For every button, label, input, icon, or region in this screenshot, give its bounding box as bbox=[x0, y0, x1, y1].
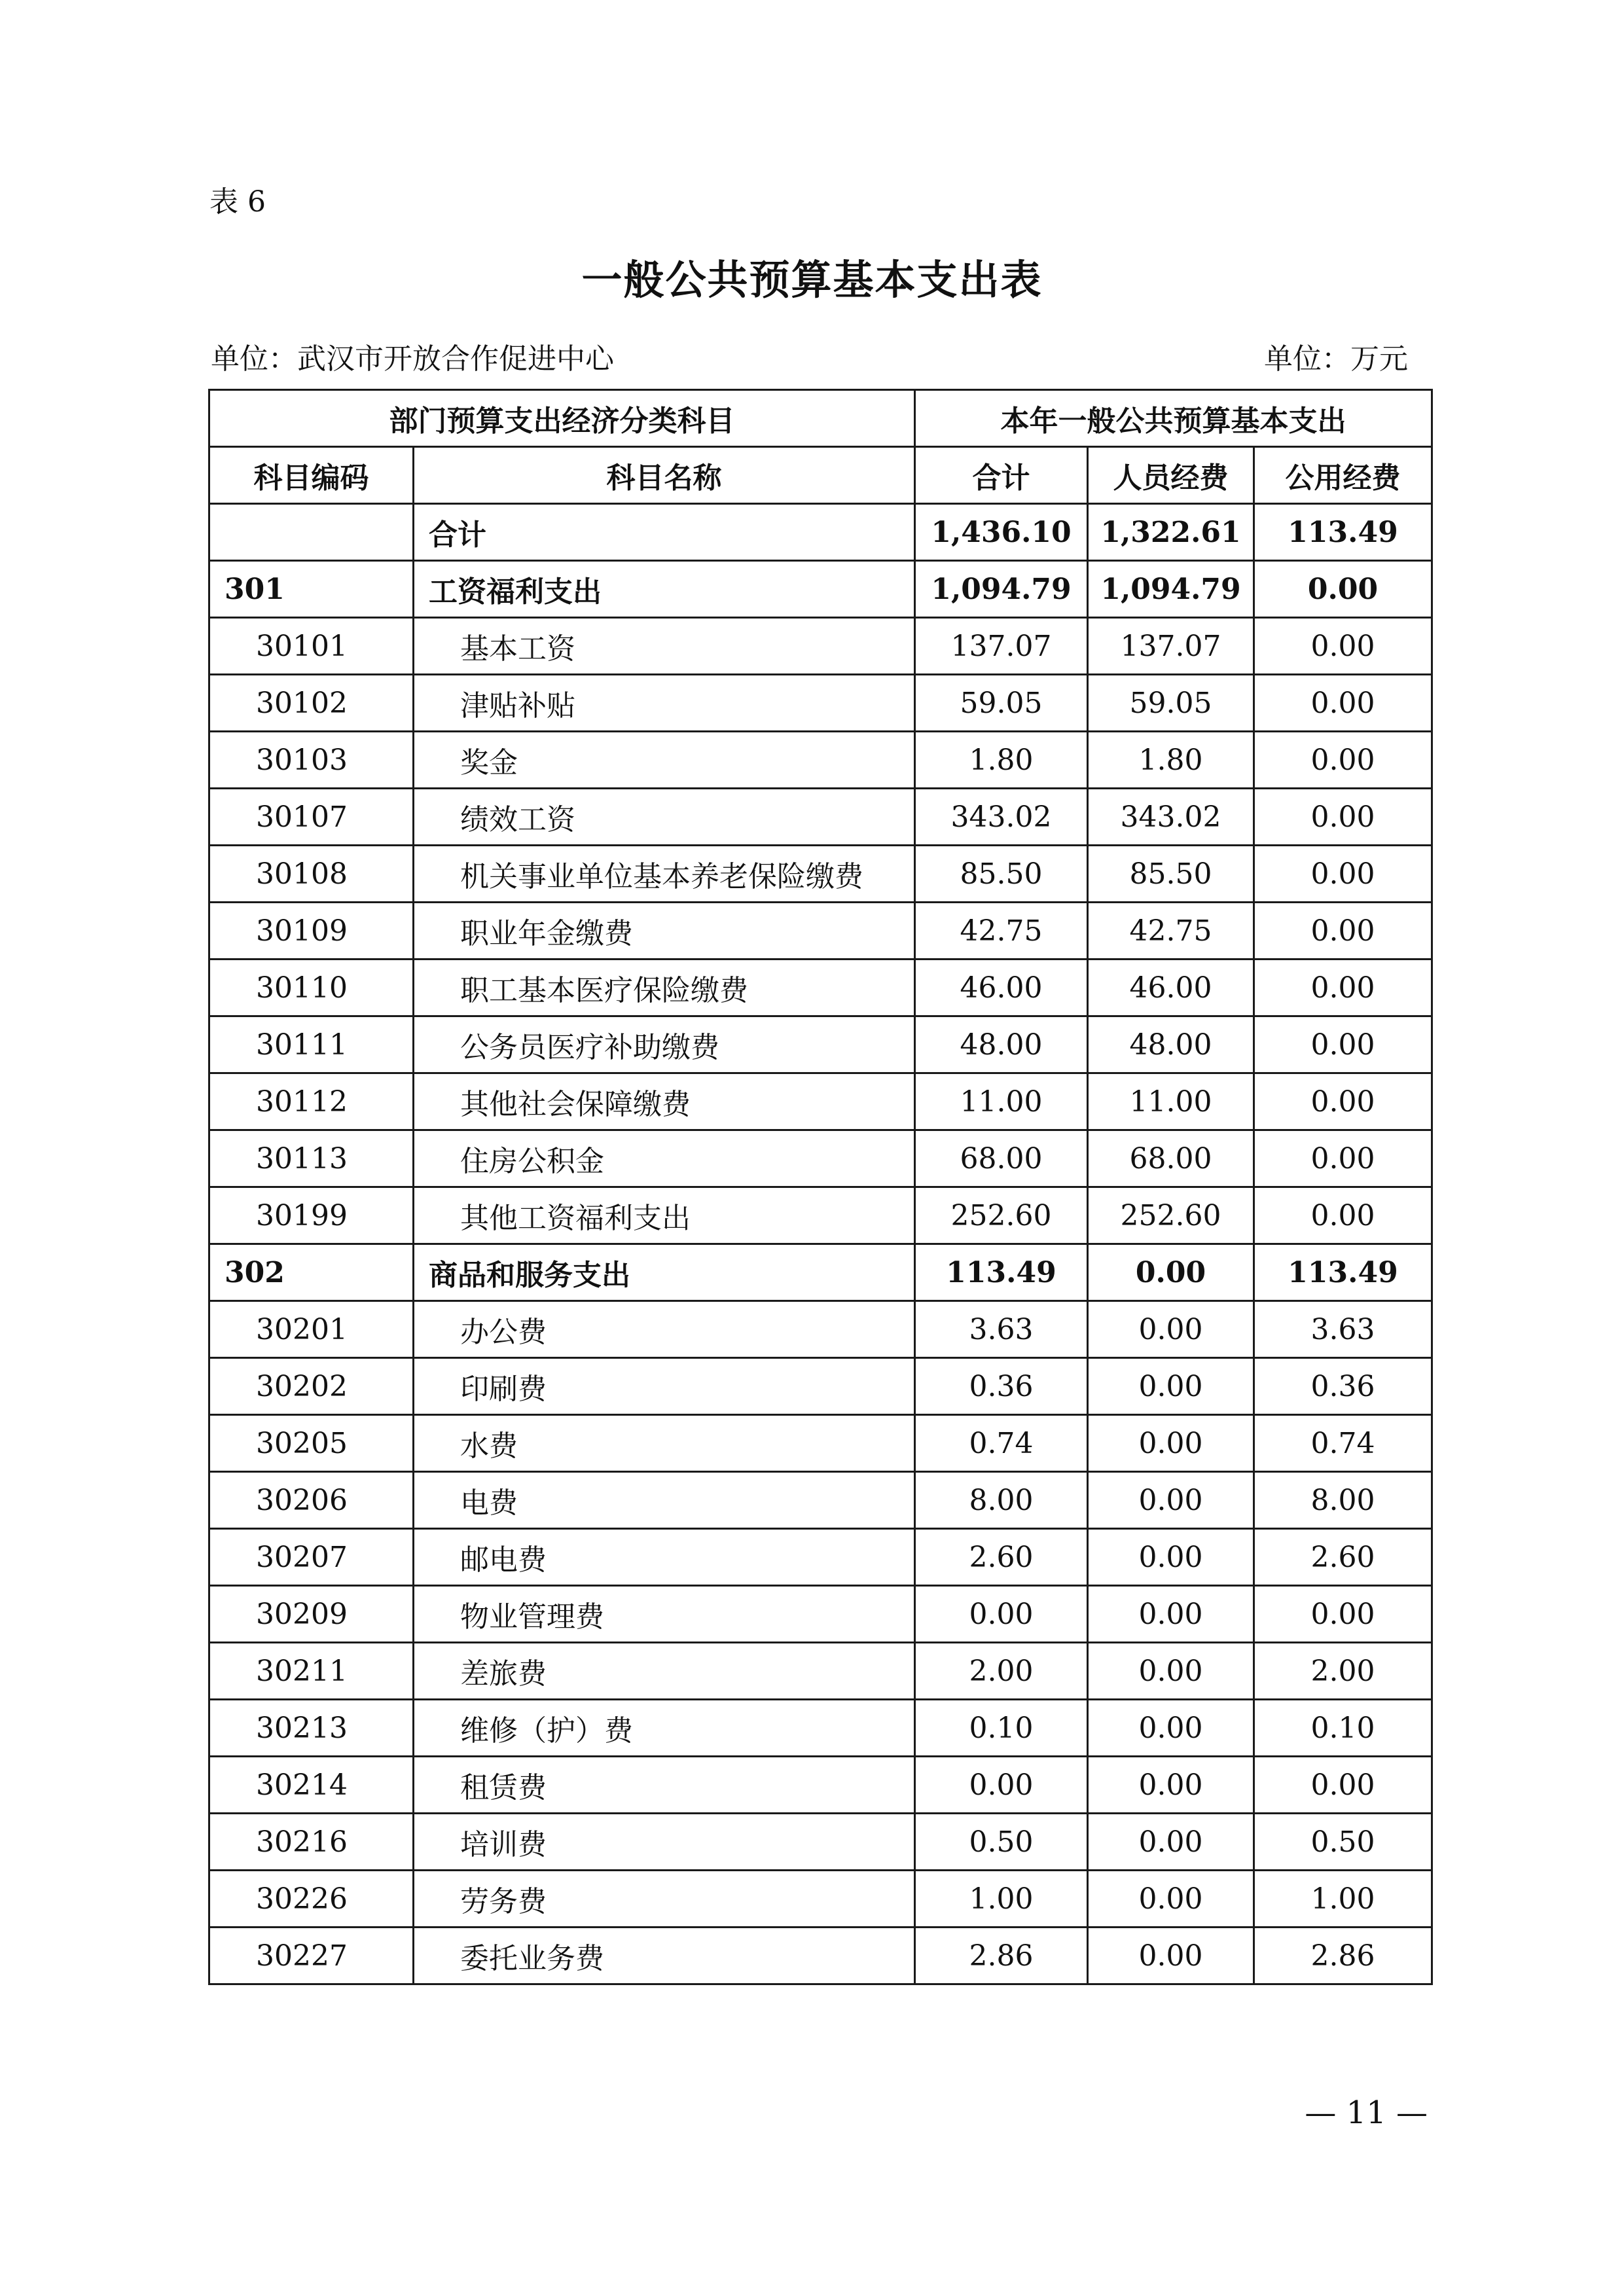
cell-public: 0.00 bbox=[1254, 960, 1432, 1016]
cell-personnel: 11.00 bbox=[1088, 1073, 1254, 1130]
table-row bbox=[209, 1358, 1432, 1415]
cell-name: 公务员医疗补助缴费 bbox=[414, 1016, 915, 1073]
cell-code: 30226 bbox=[209, 1871, 414, 1928]
cell-public: 0.10 bbox=[1254, 1700, 1432, 1757]
budget-table bbox=[208, 389, 1433, 1985]
cell-code: 30202 bbox=[209, 1358, 414, 1415]
cell-personnel: 42.75 bbox=[1088, 903, 1254, 960]
cell-public: 113.49 bbox=[1254, 1244, 1432, 1301]
cell-total: 1,436.10 bbox=[915, 504, 1088, 561]
cell-personnel: 0.00 bbox=[1088, 1301, 1254, 1358]
cell-public: 0.00 bbox=[1254, 1187, 1432, 1244]
cell-total: 3.63 bbox=[915, 1301, 1088, 1358]
cell-personnel: 46.00 bbox=[1088, 960, 1254, 1016]
cell-code: 30103 bbox=[209, 732, 414, 789]
cell-public: 2.00 bbox=[1254, 1643, 1432, 1700]
cell-public: 3.63 bbox=[1254, 1301, 1432, 1358]
table-row bbox=[209, 846, 1432, 903]
cell-code: 30111 bbox=[209, 1016, 414, 1073]
cell-code: 30102 bbox=[209, 675, 414, 732]
cell-public: 0.00 bbox=[1254, 618, 1432, 675]
table-row bbox=[209, 903, 1432, 960]
cell-total: 46.00 bbox=[915, 960, 1088, 1016]
cell-total: 42.75 bbox=[915, 903, 1088, 960]
cell-public: 0.00 bbox=[1254, 675, 1432, 732]
cell-code: 30199 bbox=[209, 1187, 414, 1244]
table-label: 表 6 bbox=[209, 185, 266, 219]
header-name: 科目名称 bbox=[414, 447, 915, 504]
table-row bbox=[209, 960, 1432, 1016]
table-column-header-row bbox=[209, 447, 1432, 504]
cell-name: 邮电费 bbox=[414, 1529, 915, 1586]
cell-code bbox=[209, 504, 414, 561]
header-personnel: 人员经费 bbox=[1088, 447, 1254, 504]
cell-total: 0.10 bbox=[915, 1700, 1088, 1757]
cell-name: 职业年金缴费 bbox=[414, 903, 915, 960]
cell-personnel: 0.00 bbox=[1088, 1928, 1254, 1984]
cell-total: 59.05 bbox=[915, 675, 1088, 732]
cell-total: 0.00 bbox=[915, 1757, 1088, 1814]
cell-total: 252.60 bbox=[915, 1187, 1088, 1244]
cell-personnel: 343.02 bbox=[1088, 789, 1254, 846]
cell-personnel: 0.00 bbox=[1088, 1472, 1254, 1529]
table-row bbox=[209, 1757, 1432, 1814]
cell-name: 工资福利支出 bbox=[414, 561, 915, 618]
cell-personnel: 0.00 bbox=[1088, 1757, 1254, 1814]
cell-name: 劳务费 bbox=[414, 1871, 915, 1928]
cell-total: 0.74 bbox=[915, 1415, 1088, 1472]
cell-total: 0.00 bbox=[915, 1586, 1088, 1643]
cell-name: 差旅费 bbox=[414, 1643, 915, 1700]
cell-name: 其他工资福利支出 bbox=[414, 1187, 915, 1244]
cell-name: 维修（护）费 bbox=[414, 1700, 915, 1757]
cell-code: 30107 bbox=[209, 789, 414, 846]
table-row bbox=[209, 1928, 1432, 1984]
cell-personnel: 1,322.61 bbox=[1088, 504, 1254, 561]
cell-personnel: 48.00 bbox=[1088, 1016, 1254, 1073]
cell-code: 30209 bbox=[209, 1586, 414, 1643]
page-number: — 11 — bbox=[1305, 2094, 1428, 2131]
cell-public: 0.00 bbox=[1254, 1130, 1432, 1187]
cell-code: 30108 bbox=[209, 846, 414, 903]
cell-name: 津贴补贴 bbox=[414, 675, 915, 732]
cell-name: 职工基本医疗保险缴费 bbox=[414, 960, 915, 1016]
cell-name: 电费 bbox=[414, 1472, 915, 1529]
cell-personnel: 0.00 bbox=[1088, 1700, 1254, 1757]
cell-total: 2.86 bbox=[915, 1928, 1088, 1984]
cell-personnel: 137.07 bbox=[1088, 618, 1254, 675]
cell-name: 租赁费 bbox=[414, 1757, 915, 1814]
table-row bbox=[209, 1814, 1432, 1871]
cell-code: 30211 bbox=[209, 1643, 414, 1700]
cell-name: 基本工资 bbox=[414, 618, 915, 675]
table-row bbox=[209, 1244, 1432, 1301]
cell-public: 8.00 bbox=[1254, 1472, 1432, 1529]
header-total: 合计 bbox=[915, 447, 1088, 504]
table-row bbox=[209, 1130, 1432, 1187]
cell-public: 0.00 bbox=[1254, 1586, 1432, 1643]
cell-public: 0.00 bbox=[1254, 903, 1432, 960]
cell-name: 其他社会保障缴费 bbox=[414, 1073, 915, 1130]
table-row bbox=[209, 1301, 1432, 1358]
unit-organization: 单位：武汉市开放合作促进中心 bbox=[211, 342, 614, 376]
cell-name: 绩效工资 bbox=[414, 789, 915, 846]
cell-personnel: 0.00 bbox=[1088, 1415, 1254, 1472]
table-row bbox=[209, 1415, 1432, 1472]
cell-public: 2.60 bbox=[1254, 1529, 1432, 1586]
cell-public: 2.86 bbox=[1254, 1928, 1432, 1984]
cell-public: 0.00 bbox=[1254, 789, 1432, 846]
cell-total: 2.00 bbox=[915, 1643, 1088, 1700]
cell-total: 1.00 bbox=[915, 1871, 1088, 1928]
cell-name: 住房公积金 bbox=[414, 1130, 915, 1187]
cell-total: 11.00 bbox=[915, 1073, 1088, 1130]
cell-personnel: 0.00 bbox=[1088, 1643, 1254, 1700]
cell-code: 30205 bbox=[209, 1415, 414, 1472]
cell-name: 奖金 bbox=[414, 732, 915, 789]
cell-personnel: 252.60 bbox=[1088, 1187, 1254, 1244]
cell-total: 113.49 bbox=[915, 1244, 1088, 1301]
cell-total: 1.80 bbox=[915, 732, 1088, 789]
cell-total: 8.00 bbox=[915, 1472, 1088, 1529]
cell-name: 水费 bbox=[414, 1415, 915, 1472]
cell-name: 物业管理费 bbox=[414, 1586, 915, 1643]
cell-code: 30206 bbox=[209, 1472, 414, 1529]
table-row bbox=[209, 1187, 1432, 1244]
header-group-classification: 部门预算支出经济分类科目 bbox=[209, 390, 915, 447]
cell-public: 0.50 bbox=[1254, 1814, 1432, 1871]
cell-personnel: 0.00 bbox=[1088, 1814, 1254, 1871]
header-public: 公用经费 bbox=[1254, 447, 1432, 504]
cell-public: 1.00 bbox=[1254, 1871, 1432, 1928]
cell-personnel: 1.80 bbox=[1088, 732, 1254, 789]
cell-public: 0.00 bbox=[1254, 561, 1432, 618]
cell-personnel: 0.00 bbox=[1088, 1529, 1254, 1586]
table-row bbox=[209, 1871, 1432, 1928]
cell-code: 30213 bbox=[209, 1700, 414, 1757]
cell-total: 85.50 bbox=[915, 846, 1088, 903]
cell-personnel: 0.00 bbox=[1088, 1358, 1254, 1415]
cell-total: 0.36 bbox=[915, 1358, 1088, 1415]
cell-public: 0.00 bbox=[1254, 732, 1432, 789]
cell-personnel: 0.00 bbox=[1088, 1871, 1254, 1928]
table-row bbox=[209, 1586, 1432, 1643]
cell-total: 2.60 bbox=[915, 1529, 1088, 1586]
cell-total: 0.50 bbox=[915, 1814, 1088, 1871]
cell-code: 30216 bbox=[209, 1814, 414, 1871]
table-row bbox=[209, 732, 1432, 789]
table-row bbox=[209, 1643, 1432, 1700]
cell-code: 30214 bbox=[209, 1757, 414, 1814]
cell-code: 301 bbox=[209, 561, 414, 618]
cell-code: 30201 bbox=[209, 1301, 414, 1358]
cell-total: 1,094.79 bbox=[915, 561, 1088, 618]
cell-total: 343.02 bbox=[915, 789, 1088, 846]
cell-total: 68.00 bbox=[915, 1130, 1088, 1187]
cell-code: 30110 bbox=[209, 960, 414, 1016]
table-row bbox=[209, 618, 1432, 675]
cell-personnel: 1,094.79 bbox=[1088, 561, 1254, 618]
cell-personnel: 68.00 bbox=[1088, 1130, 1254, 1187]
table-row bbox=[209, 789, 1432, 846]
cell-personnel: 0.00 bbox=[1088, 1244, 1254, 1301]
cell-total: 48.00 bbox=[915, 1016, 1088, 1073]
table-row bbox=[209, 504, 1432, 561]
cell-personnel: 85.50 bbox=[1088, 846, 1254, 903]
cell-code: 30113 bbox=[209, 1130, 414, 1187]
cell-public: 0.00 bbox=[1254, 846, 1432, 903]
table-row bbox=[209, 561, 1432, 618]
cell-public: 0.36 bbox=[1254, 1358, 1432, 1415]
cell-name: 印刷费 bbox=[414, 1358, 915, 1415]
table-row bbox=[209, 1529, 1432, 1586]
cell-name: 办公费 bbox=[414, 1301, 915, 1358]
table-row bbox=[209, 1700, 1432, 1757]
cell-code: 30207 bbox=[209, 1529, 414, 1586]
cell-total: 137.07 bbox=[915, 618, 1088, 675]
cell-code: 30112 bbox=[209, 1073, 414, 1130]
cell-public: 113.49 bbox=[1254, 504, 1432, 561]
cell-name: 培训费 bbox=[414, 1814, 915, 1871]
cell-name: 合计 bbox=[414, 504, 915, 561]
cell-personnel: 59.05 bbox=[1088, 675, 1254, 732]
table-row bbox=[209, 1016, 1432, 1073]
cell-code: 302 bbox=[209, 1244, 414, 1301]
cell-name: 机关事业单位基本养老保险缴费 bbox=[414, 846, 915, 903]
cell-public: 0.74 bbox=[1254, 1415, 1432, 1472]
cell-public: 0.00 bbox=[1254, 1073, 1432, 1130]
cell-public: 0.00 bbox=[1254, 1757, 1432, 1814]
cell-personnel: 0.00 bbox=[1088, 1586, 1254, 1643]
cell-code: 30227 bbox=[209, 1928, 414, 1984]
cell-code: 30109 bbox=[209, 903, 414, 960]
cell-name: 委托业务费 bbox=[414, 1928, 915, 1984]
unit-currency: 单位：万元 bbox=[1264, 342, 1408, 376]
table-row bbox=[209, 1472, 1432, 1529]
table-row bbox=[209, 675, 1432, 732]
table-row bbox=[209, 1073, 1432, 1130]
header-code: 科目编码 bbox=[209, 447, 414, 504]
cell-public: 0.00 bbox=[1254, 1016, 1432, 1073]
cell-name: 商品和服务支出 bbox=[414, 1244, 915, 1301]
cell-code: 30101 bbox=[209, 618, 414, 675]
table-group-header-row bbox=[209, 390, 1432, 447]
page-title: 一般公共预算基本支出表 bbox=[581, 256, 1043, 304]
header-group-expenditure: 本年一般公共预算基本支出 bbox=[915, 390, 1432, 447]
